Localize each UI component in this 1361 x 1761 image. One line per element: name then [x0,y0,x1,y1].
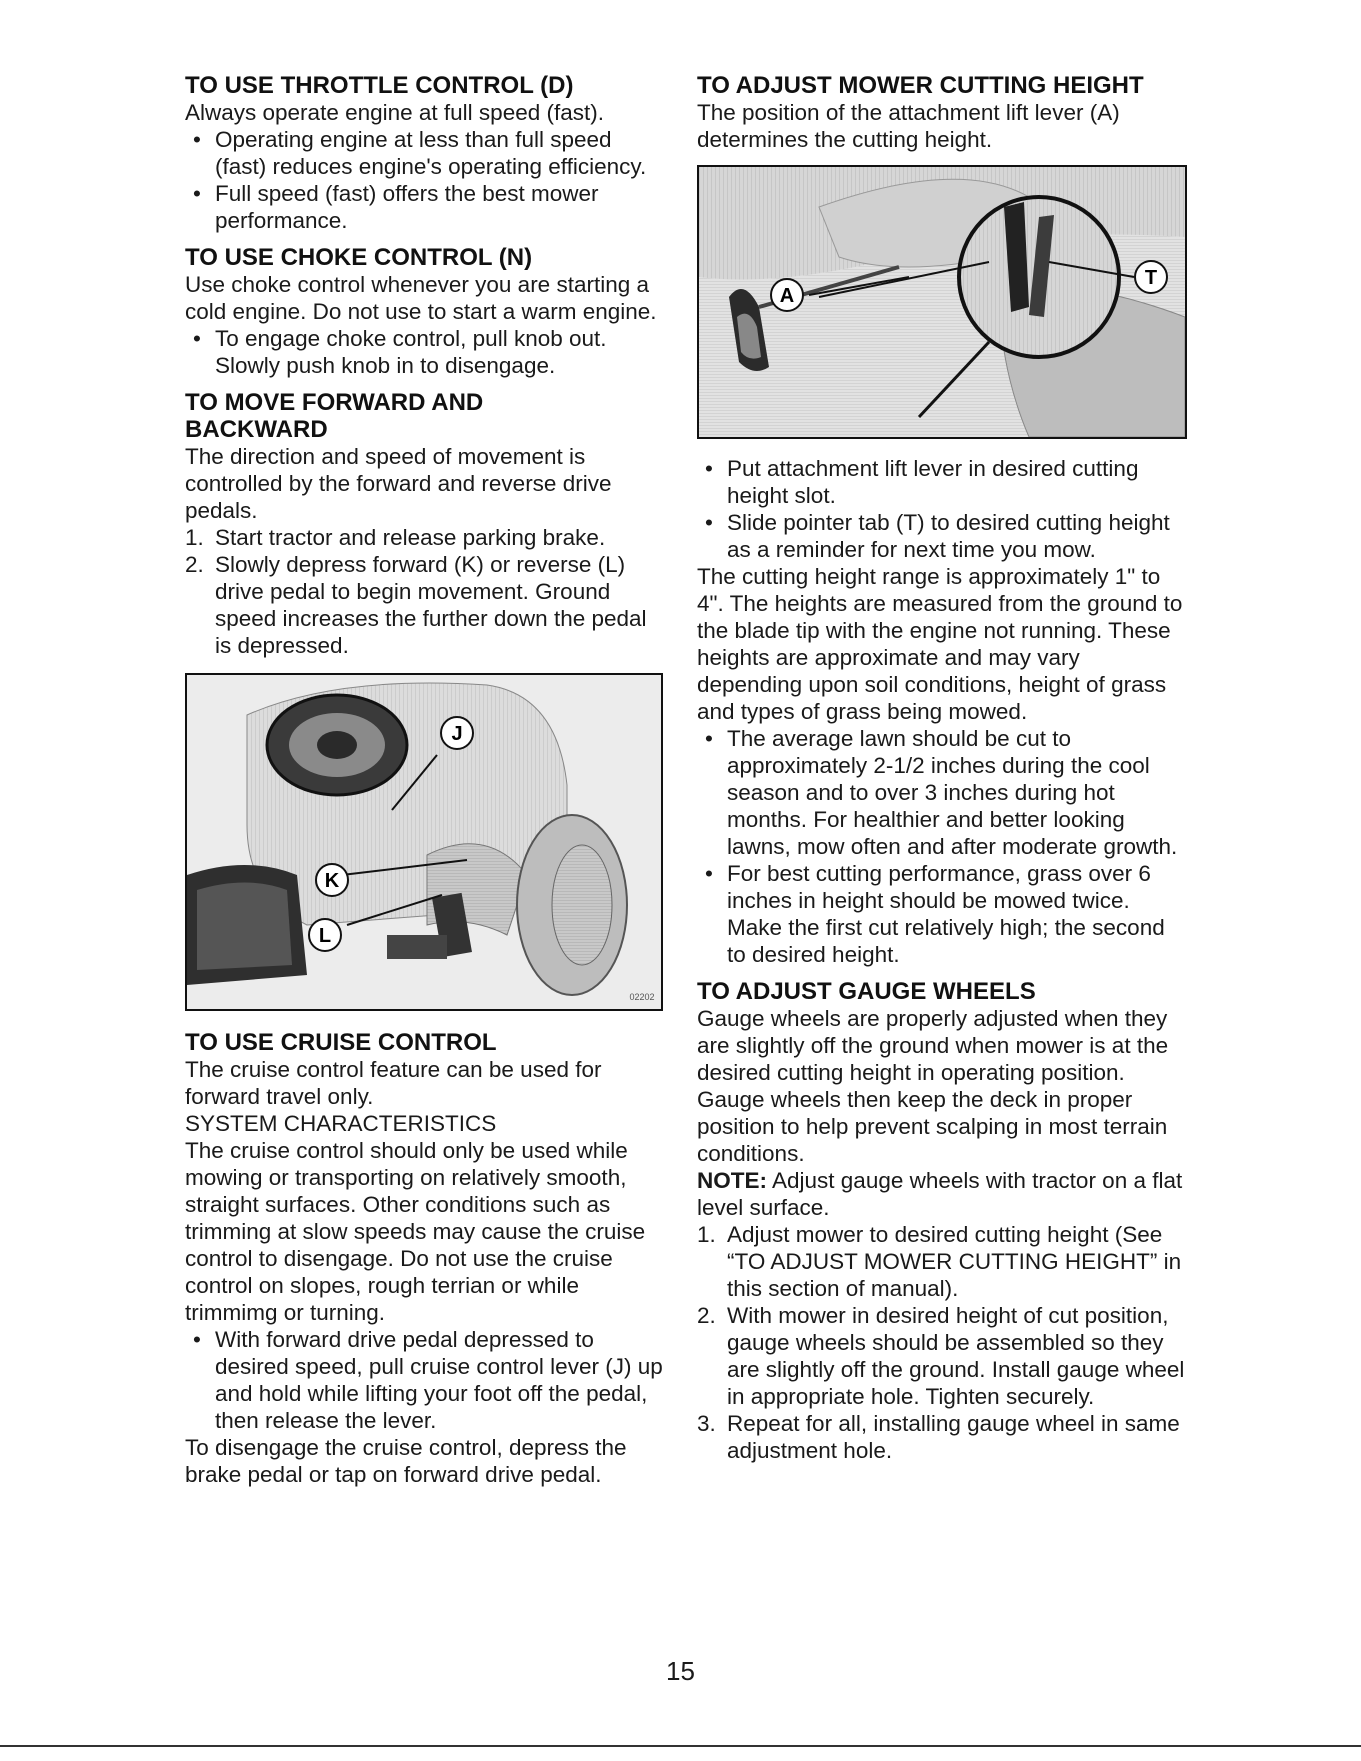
throttle-bullet: • Operating engine at less than full speed (fast) reduces engine's operating efficiency. [185,126,665,180]
cruise-bullet: • With forward drive pedal depressed to desired speed, pull cruise control lever (J) up and hold while lifting your foot off the pedal, then release the lever. [185,1326,665,1434]
move-heading-line1: TO MOVE FORWARD AND [185,389,484,416]
throttle-bullets [185,126,665,234]
callout-l-label: L [318,925,332,947]
footer-rule [0,1745,1361,1747]
gauge-note [697,1167,1187,1221]
gauge-heading: TO ADJUST GAUGE WHEELS [697,978,1036,1005]
move-steps [185,524,665,659]
pedals-illustration [187,675,661,1009]
left-column [185,72,665,1488]
choke-intro: Use choke control whenever you are starting a cold engine. Do not use to start a warm engine. [185,272,657,324]
move-step [185,551,665,659]
cutting-heading: TO ADJUST MOWER CUTTING HEIGHT [697,72,1144,99]
cruise-subheading: SYSTEM CHARACTERISTICS [185,1111,497,1136]
gauge-step [697,1302,1187,1410]
note-label: NOTE: [697,1168,767,1193]
cruise-closing: To disengage the cruise control, depress the brake pedal or tap on forward drive pedal. [185,1435,627,1487]
throttle-section [185,72,665,234]
move-section [185,389,665,659]
cutting-bullet: • For best cutting performance, grass over 6 inches in height should be mowed twice. Make the first cut relatively high; the second to desired height. [697,860,1187,968]
lift-lever-illustration [699,167,1185,437]
cruise-intro: The cruise control feature can be used for forward travel only. [185,1057,602,1109]
right-column [697,72,1187,1464]
move-step [185,524,665,551]
step-text: With mower in desired height of cut position, gauge wheels should be assembled so they are slightly off the ground. Install gauge wheel in appropriate hole. Tighten securely. [727,1303,1185,1409]
callout-k-label: K [324,870,340,892]
cruise-body: The cruise control should only be used while mowing or transporting on relatively smooth, straight surfaces. Other conditions such as trimming at slow speeds may cause the cruise control to disengage. Do not use the cruise control on slopes, rough terrian or while trimmimg or turning. [185,1138,646,1325]
throttle-heading: TO USE THROTTLE CONTROL (D) [185,72,574,99]
gauge-steps [697,1221,1187,1464]
gauge-step [697,1410,1187,1464]
callout-t-label: T [1144,267,1158,289]
step-text: Start tractor and release parking brake. [215,525,606,550]
callout-a-label: A [779,285,795,307]
gauge-wheels-section [697,978,1187,1464]
figure-code: 02202 [629,992,655,1002]
cutting-height-section [697,72,1187,968]
choke-heading: TO USE CHOKE CONTROL (N) [185,244,533,271]
choke-section [185,244,665,379]
step-text: Repeat for all, installing gauge wheel in same adjustment hole. [727,1411,1180,1463]
cutting-body: The cutting height range is approximately 1" to 4". The heights are measured from the ground to the blade tip with the engine not running. These heights are approximate and may vary depending upon soil conditions, height of grass and types of grass being mowed. [697,564,1183,724]
step-number: 2. [697,1303,716,1328]
step-number: 1. [697,1222,716,1247]
move-intro: The direction and speed of movement is controlled by the forward and reverse drive pedals. [185,444,612,523]
throttle-intro: Always operate engine at full speed (fast). [185,100,604,125]
choke-bullets [185,325,665,379]
callout-j-label: J [451,723,463,745]
cruise-heading: TO USE CRUISE CONTROL [185,1029,497,1056]
choke-bullet: • To engage choke control, pull knob out. Slowly push knob in to disengage. [185,325,665,379]
cruise-bullets [185,1326,665,1434]
step-text: Slowly depress forward (K) or reverse (L) drive pedal to begin movement. Ground speed increases the further down the pedal is depressed. [215,552,647,658]
cutting-bullets [697,455,1187,563]
gauge-step [697,1221,1187,1302]
step-text: Adjust mower to desired cutting height (See “TO ADJUST MOWER CUTTING HEIGHT” in this section of manual). [727,1222,1182,1301]
cutting-intro: The position of the attachment lift lever (A) determines the cutting height. [697,100,1120,152]
step-number: 1. [185,525,204,550]
cutting-bullet: • Slide pointer tab (T) to desired cutting height as a reminder for next time you mow. [697,509,1187,563]
step-number: 2. [185,552,204,577]
pedals-figure [185,673,663,1011]
cutting-bullets-2 [697,725,1187,968]
lift-lever-figure [697,165,1187,439]
note-text: Adjust gauge wheels with tractor on a flat level surface. [697,1168,1183,1220]
cutting-bullet: • Put attachment lift lever in desired cutting height slot. [697,455,1187,509]
gauge-intro: Gauge wheels are properly adjusted when they are slightly off the ground when mower is at the desired cutting height in operating position. Gauge wheels then keep the deck in proper position to help prevent scalping in most terrain conditions. [697,1006,1169,1166]
throttle-bullet: • Full speed (fast) offers the best mower performance. [185,180,665,234]
step-number: 3. [697,1411,716,1436]
cruise-section [185,1029,665,1488]
page-number: 15 [666,1656,695,1686]
cutting-bullet: • The average lawn should be cut to approximately 2-1/2 inches during the cool season and to over 3 inches during hot months. For healthier and better looking lawns, mow often and after moderate growth. [697,725,1187,860]
move-heading-line2: BACKWARD [185,416,328,443]
